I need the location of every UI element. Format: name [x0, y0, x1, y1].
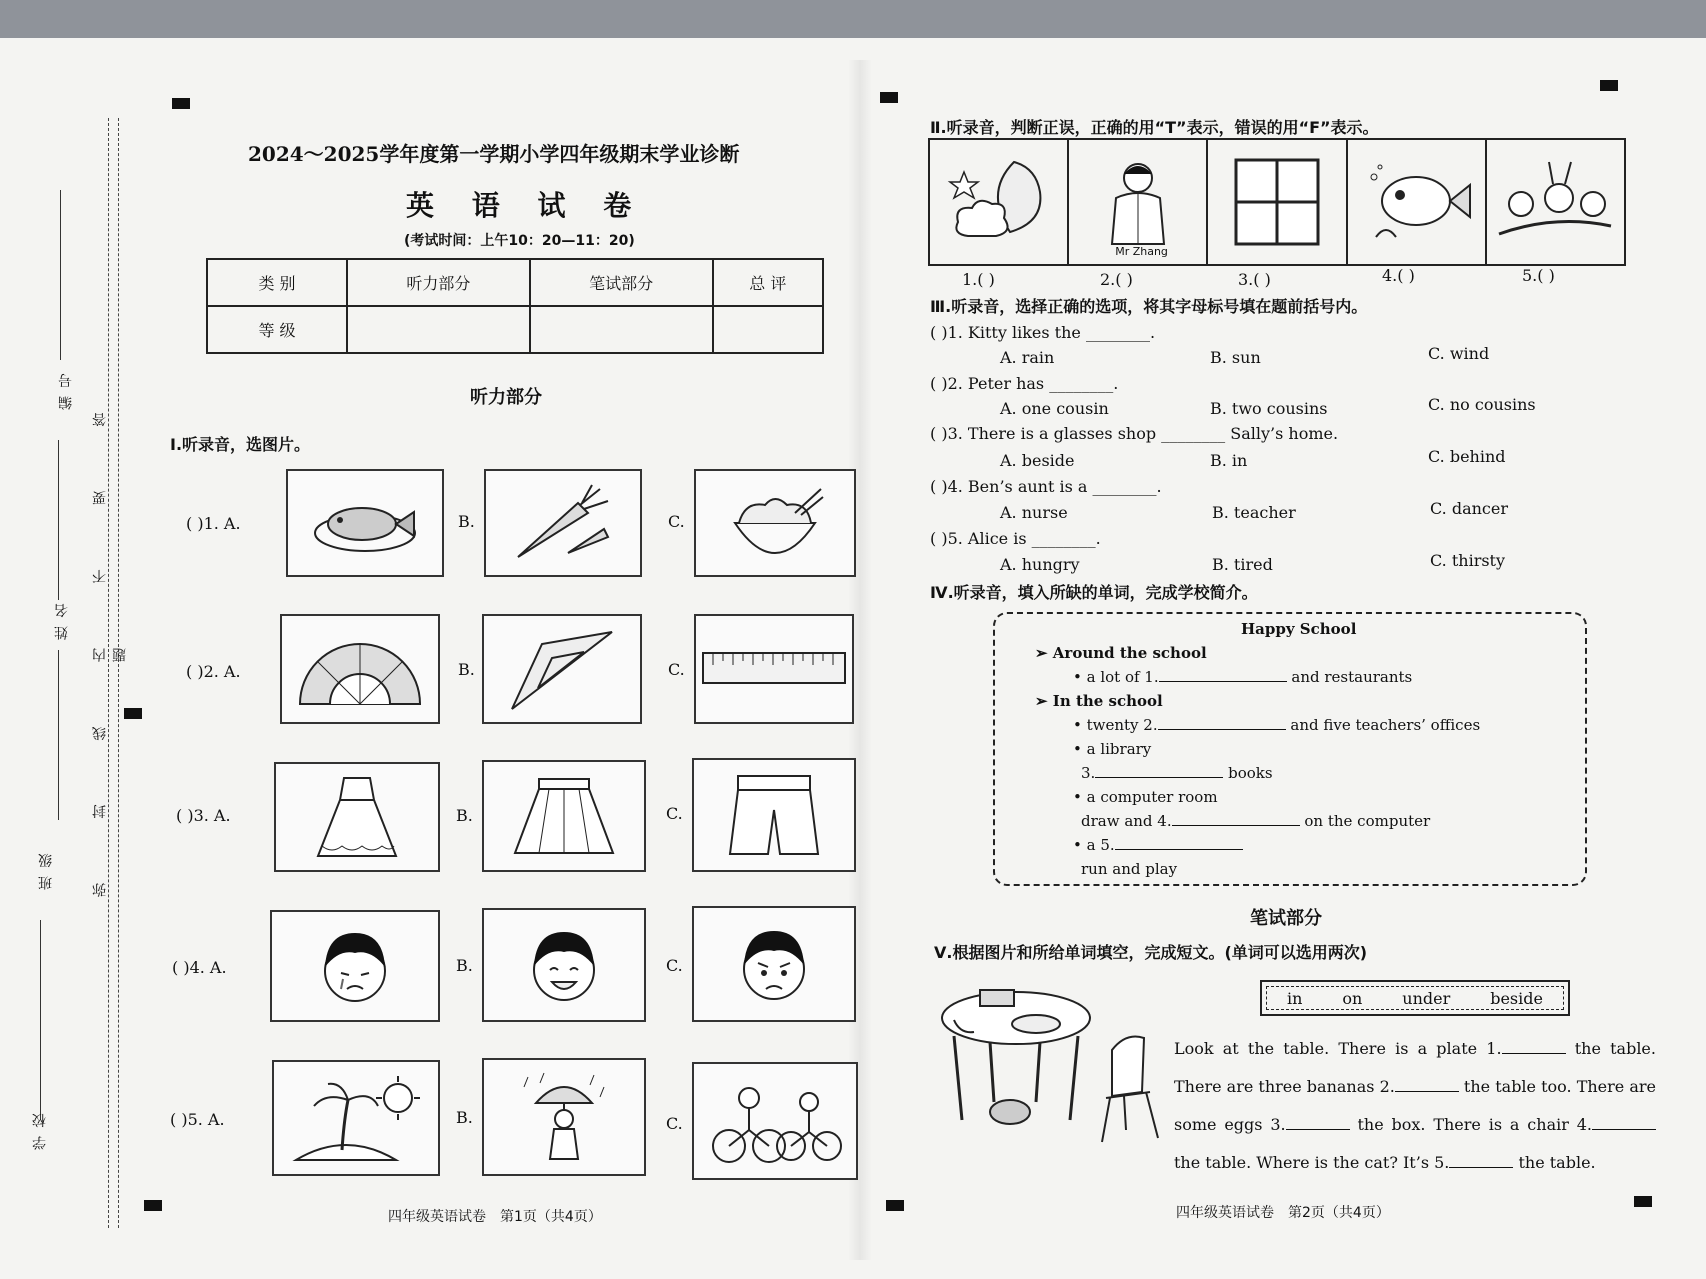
happy-girl-icon[interactable]	[482, 908, 646, 1022]
grade-cell-listening[interactable]	[347, 306, 530, 353]
section2-title: Ⅱ.听录音，判断正误，正确的用“T”表示，错误的用“F”表示。	[930, 118, 1379, 137]
blank-row-3: 3. books	[1081, 764, 1273, 782]
run-play-item: run and play	[1081, 860, 1178, 878]
row-header-category: 类 别	[207, 259, 347, 306]
blank-1[interactable]	[1159, 681, 1287, 682]
number-field[interactable]	[60, 190, 61, 360]
passage-blank-3[interactable]	[1286, 1129, 1350, 1130]
q1-label[interactable]: ( )1. A.	[186, 514, 241, 533]
s3-q4-opt-b: B. teacher	[1212, 503, 1296, 522]
section4-title: Ⅳ.听录音，填入所缺的单词，完成学校简介。	[930, 583, 1258, 602]
class-label: 班 级	[38, 851, 54, 890]
s3-q4-opt-c: C. dancer	[1430, 499, 1509, 518]
library-item: • a library	[1073, 740, 1152, 758]
registration-mark	[880, 92, 898, 103]
word-under: under	[1402, 988, 1451, 1008]
rainy-girl-icon[interactable]	[482, 1058, 646, 1176]
section5-title: Ⅴ.根据图片和所给单词填空，完成短文。(单词可以选用两次)	[934, 943, 1368, 962]
blank-2[interactable]	[1158, 729, 1286, 730]
window-icon[interactable]	[1208, 140, 1347, 264]
section1-title: Ⅰ.听录音，选图片。	[170, 435, 311, 454]
doctor-caption: Mr Zhang	[1115, 245, 1168, 258]
around-heading: ➢ Around the school	[1035, 644, 1207, 662]
blank-5[interactable]	[1115, 849, 1243, 850]
blank-row-5: • a 5.	[1073, 836, 1243, 854]
q2-option-b: B.	[458, 660, 475, 679]
section3-title: Ⅲ.听录音，选择正确的选项，将其字母标号填在题前括号内。	[930, 297, 1368, 316]
school-label: 学 校	[32, 1111, 48, 1150]
section2-answer-3[interactable]: 3.( )	[1238, 270, 1271, 289]
row-header-grade: 等 级	[207, 306, 347, 353]
s3-q2-opt-b: B. two cousins	[1210, 399, 1328, 418]
section2-answer-5[interactable]: 5.( )	[1522, 266, 1555, 285]
skirt-icon[interactable]	[482, 760, 646, 872]
s3-q3-stem[interactable]: ( )3. There is a glasses shop ________ Sally’s home.	[930, 424, 1339, 443]
number-label: 编 号	[58, 371, 74, 410]
table-scene-icon	[936, 980, 1166, 1154]
q4-option-b: B.	[456, 956, 473, 975]
grade-cell-total[interactable]	[713, 306, 823, 353]
q3-option-c: C.	[666, 804, 683, 823]
angry-girl-icon[interactable]	[692, 906, 856, 1022]
s3-q1-opt-a: A. rain	[1000, 348, 1055, 367]
q5-label[interactable]: ( )5. A.	[170, 1110, 225, 1129]
s3-q1-opt-c: C. wind	[1428, 344, 1490, 363]
computer-item: • a computer room	[1073, 788, 1218, 806]
s3-q2-opt-a: A. one cousin	[1000, 399, 1109, 418]
q4-option-c: C.	[666, 956, 683, 975]
s3-q4-opt-a: A. nurse	[1000, 503, 1068, 522]
in-heading: ➢ In the school	[1035, 692, 1163, 710]
blank-3[interactable]	[1095, 777, 1223, 778]
q4-label[interactable]: ( )4. A.	[172, 958, 227, 977]
fish-dish-icon[interactable]	[286, 469, 444, 577]
q2-option-c: C.	[668, 660, 685, 679]
set-square-icon[interactable]	[482, 614, 642, 724]
grade-cell-writing[interactable]	[530, 306, 713, 353]
word-beside: beside	[1490, 988, 1543, 1008]
registration-mark	[172, 98, 190, 109]
crying-girl-icon[interactable]	[270, 910, 440, 1022]
section2-picture-strip	[928, 138, 1626, 266]
subject-title: 英 语 试 卷	[406, 189, 646, 222]
grade-table	[206, 258, 824, 354]
s3-q4-stem[interactable]: ( )4. Ben’s aunt is a ________.	[930, 477, 1162, 496]
q2-label[interactable]: ( )2. A.	[186, 662, 241, 681]
col-listening: 听力部分	[347, 259, 530, 306]
section2-answer-2[interactable]: 2.( )	[1100, 270, 1133, 289]
word-on: on	[1342, 988, 1363, 1008]
passage-blank-1[interactable]	[1502, 1053, 1566, 1054]
q5-option-b: B.	[456, 1108, 473, 1127]
moon-stars-icon[interactable]	[930, 140, 1069, 264]
section2-answer-4[interactable]: 4.( )	[1382, 266, 1415, 285]
carrot-icon[interactable]	[484, 469, 642, 577]
word-in: in	[1286, 988, 1303, 1008]
s3-q1-stem[interactable]: ( )1. Kitty likes the ________.	[930, 323, 1156, 342]
q1-option-c: C.	[668, 512, 685, 531]
registration-mark	[144, 1200, 162, 1211]
shorts-icon[interactable]	[692, 758, 856, 872]
rice-bowl-icon[interactable]	[694, 469, 856, 577]
blank-row-1: • a lot of 1. and restaurants	[1073, 668, 1413, 686]
passage-blank-5[interactable]	[1449, 1167, 1513, 1168]
passage-blank-2[interactable]	[1395, 1091, 1459, 1092]
name-label: 姓 名	[54, 601, 70, 640]
s3-q2-opt-c: C. no cousins	[1428, 395, 1536, 414]
q3-label[interactable]: ( )3. A.	[176, 806, 231, 825]
col-writing: 笔试部分	[530, 259, 713, 306]
blank-row-4: draw and 4. on the computer	[1081, 812, 1431, 830]
s3-q3-opt-c: C. behind	[1428, 447, 1506, 466]
s3-q5-opt-a: A. hungry	[1000, 555, 1080, 574]
word-bank	[1260, 980, 1570, 1016]
registration-mark	[1600, 80, 1618, 91]
ruler-icon[interactable]	[694, 614, 854, 724]
page2-footer: 四年级英语试卷 第2页（共4页）	[1176, 1205, 1390, 1221]
q1-option-b: B.	[458, 512, 475, 531]
protractor-icon[interactable]	[280, 614, 440, 724]
s3-q5-opt-c: C. thirsty	[1430, 551, 1506, 570]
happy-school-title: Happy School	[1241, 620, 1357, 638]
section2-answer-1[interactable]: 1.( )	[962, 270, 995, 289]
doctor-icon[interactable]	[1069, 140, 1208, 264]
sunny-island-icon[interactable]	[272, 1060, 440, 1176]
class-field[interactable]	[58, 650, 59, 820]
col-total: 总 评	[713, 259, 823, 306]
writing-heading: 笔试部分	[1250, 908, 1322, 929]
s3-q5-stem[interactable]: ( )5. Alice is ________.	[930, 529, 1101, 548]
fish-icon[interactable]	[1348, 140, 1487, 264]
s3-q5-opt-b: B. tired	[1212, 555, 1273, 574]
seal-text: 弥 封 线 内 不 要 答 题	[92, 382, 128, 898]
blank-row-2: • twenty 2. and five teachers’ offices	[1073, 716, 1481, 734]
passage-blank-4[interactable]	[1592, 1129, 1656, 1130]
s3-q1-opt-b: B. sun	[1210, 348, 1261, 367]
exam-time: (考试时间：上午10：20—11：20)	[404, 233, 635, 249]
cycling-kids-icon[interactable]	[692, 1062, 858, 1180]
happy-school-box	[993, 612, 1587, 886]
s3-q3-opt-b: B. in	[1210, 451, 1248, 470]
s3-q2-stem[interactable]: ( )2. Peter has ________.	[930, 374, 1119, 393]
s3-q3-opt-a: A. beside	[1000, 451, 1075, 470]
listening-heading: 听力部分	[470, 387, 542, 408]
exam-title: 2024～2025学年度第一学期小学四年级期末学业诊断	[248, 142, 740, 166]
passage: Look at the table. There is a plate 1. the table. There are three bananas 2. the table too. There are some eggs 3. the box. There is a chair 4. the table. Where is the cat? It’s 5. the table.	[1174, 1039, 1657, 1172]
q5-option-c: C.	[666, 1114, 683, 1133]
registration-mark	[1634, 1196, 1652, 1207]
animals-icon[interactable]	[1487, 140, 1624, 264]
registration-mark	[886, 1200, 904, 1211]
page1-footer: 四年级英语试卷 第1页（共4页）	[388, 1209, 602, 1225]
dress-icon[interactable]	[274, 762, 440, 872]
blank-4[interactable]	[1172, 825, 1300, 826]
q3-option-b: B.	[456, 806, 473, 825]
